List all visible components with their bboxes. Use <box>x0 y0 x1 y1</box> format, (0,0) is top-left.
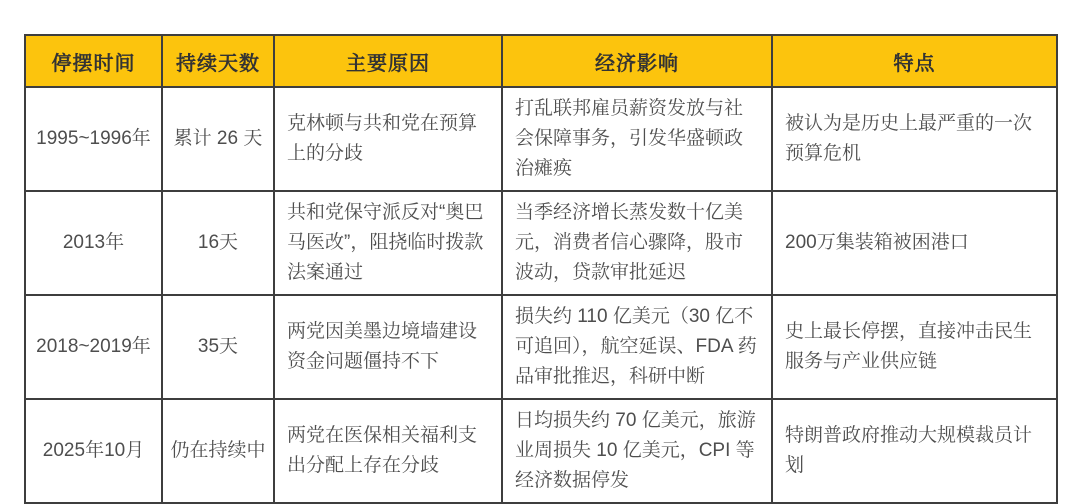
header-duration-days: 持续天数 <box>162 35 274 87</box>
header-economic-impact: 经济影响 <box>502 35 772 87</box>
cell-duration-days: 仍在持续中 <box>162 399 274 503</box>
cell-shutdown-time: 2025年10月 <box>25 399 162 503</box>
cell-shutdown-time: 2018~2019年 <box>25 295 162 399</box>
cell-main-reason: 共和党保守派反对“奥巴马医改”，阻挠临时拨款法案通过 <box>274 191 502 295</box>
cell-shutdown-time: 1995~1996年 <box>25 87 162 191</box>
header-shutdown-time: 停摆时间 <box>25 35 162 87</box>
cell-features: 史上最长停摆，直接冲击民生服务与产业供应链 <box>772 295 1057 399</box>
cell-economic-impact: 日均损失约 70 亿美元，旅游业周损失 10 亿美元，CPI 等经济数据停发 <box>502 399 772 503</box>
cell-features: 200万集装箱被困港口 <box>772 191 1057 295</box>
table-row <box>25 87 1057 191</box>
cell-duration-days: 累计 26 天 <box>162 87 274 191</box>
cell-main-reason: 克林顿与共和党在预算上的分歧 <box>274 87 502 191</box>
table-row <box>25 399 1057 503</box>
header-row <box>25 35 1057 87</box>
cell-shutdown-time: 2013年 <box>25 191 162 295</box>
table-row <box>25 295 1057 399</box>
cell-duration-days: 35天 <box>162 295 274 399</box>
cell-main-reason: 两党因美墨边境墙建设资金问题僵持不下 <box>274 295 502 399</box>
header-main-reason: 主要原因 <box>274 35 502 87</box>
table-row <box>25 191 1057 295</box>
cell-economic-impact: 损失约 110 亿美元（30 亿不可追回），航空延误、FDA 药品审批推迟，科研中断 <box>502 295 772 399</box>
cell-economic-impact: 当季经济增长蒸发数十亿美元，消费者信心骤降，股市波动，贷款审批延迟 <box>502 191 772 295</box>
header-features: 特点 <box>772 35 1057 87</box>
cell-duration-days: 16天 <box>162 191 274 295</box>
cell-main-reason: 两党在医保相关福利支出分配上存在分歧 <box>274 399 502 503</box>
cell-economic-impact: 打乱联邦雇员薪资发放与社会保障事务，引发华盛顿政治瘫痪 <box>502 87 772 191</box>
cell-features: 被认为是历史上最严重的一次预算危机 <box>772 87 1057 191</box>
cell-features: 特朗普政府推动大规模裁员计划 <box>772 399 1057 503</box>
shutdown-table <box>24 34 1058 504</box>
